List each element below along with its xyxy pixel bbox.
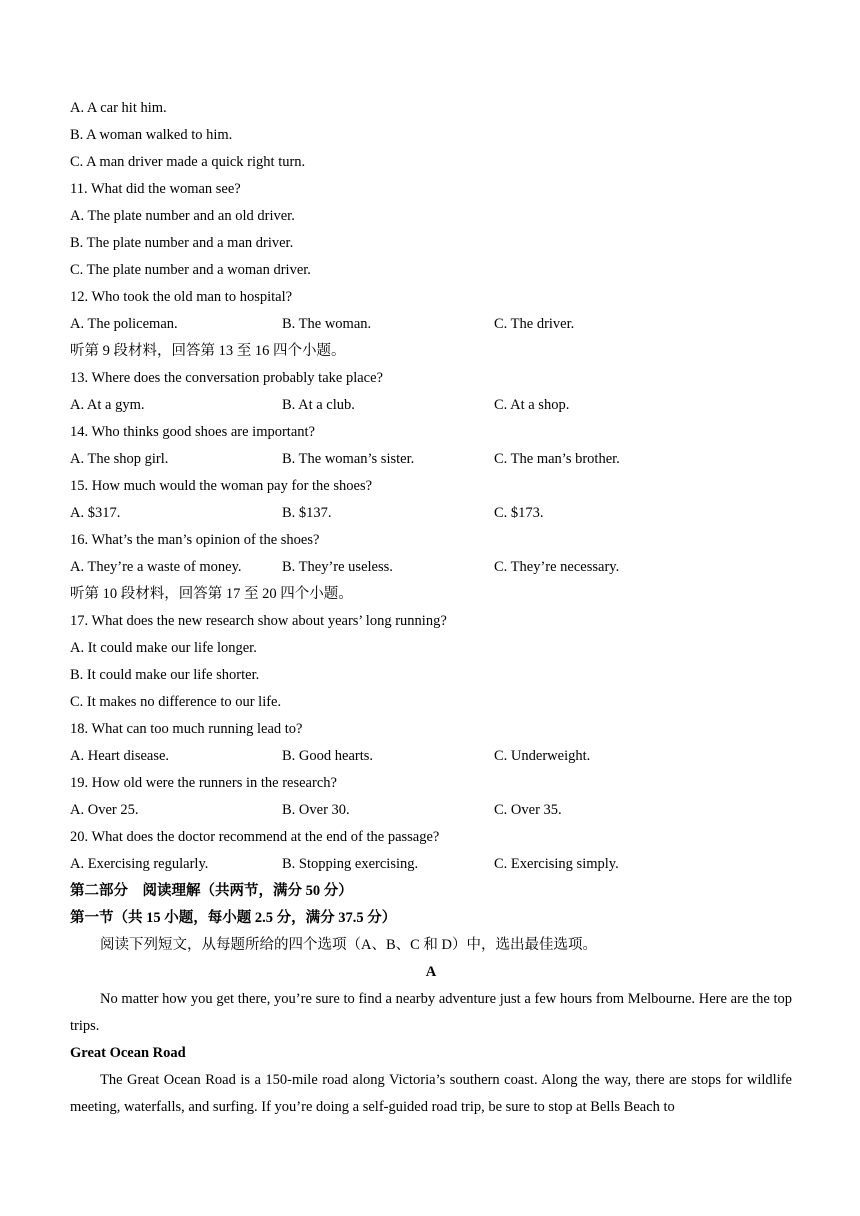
q10-option-a: A. A car hit him. <box>70 100 167 116</box>
passage-letter: A <box>425 964 437 980</box>
q13-option-c: C. At a shop. <box>494 397 570 413</box>
q10-option-b: B. A woman walked to him. <box>70 127 233 143</box>
q13-options <box>70 392 792 419</box>
q14-option-c: C. The man’s brother. <box>494 451 620 467</box>
great-ocean-road-text: The Great Ocean Road is a 150-mile road along Victoria’s southern coast. Along the way, there are stops for wildlife meeting, waterfalls, and surfing. If you’re doing a self-guided road trip, be sure to stop at Bells Beach to <box>70 1072 792 1115</box>
q20-option-c: C. Exercising simply. <box>494 856 619 872</box>
q15-question: 15. How much would the woman pay for the shoes? <box>70 478 373 494</box>
q18-option-a: A. Heart disease. <box>70 748 170 764</box>
q13-option-a: A. At a gym. <box>70 397 145 413</box>
q19-option-b: B. Over 30. <box>282 802 350 818</box>
q15-option-a: A. $317. <box>70 505 121 521</box>
q16-option-a: A. They’re a waste of money. <box>70 559 242 575</box>
q18-options <box>70 743 792 770</box>
q16-option-c: C. They’re necessary. <box>494 559 620 575</box>
q15-option-c: C. $173. <box>494 505 544 521</box>
part2-heading: 第二部分 阅读理解（共两节，满分 50 分） <box>70 883 353 899</box>
q12-option-c: C. The driver. <box>494 316 575 332</box>
q20-options <box>70 851 792 878</box>
q17-option-a: A. It could make our life longer. <box>70 640 257 656</box>
q20-option-a: A. Exercising regularly. <box>70 856 209 872</box>
q11-question: 11. What did the woman see? <box>70 181 241 197</box>
q12-option-b: B. The woman. <box>282 316 372 332</box>
q17-question: 17. What does the new research show about years’ long running? <box>70 613 447 629</box>
q17-option-c: C. It makes no difference to our life. <box>70 694 282 710</box>
q18-option-b: B. Good hearts. <box>282 748 374 764</box>
q14-option-b: B. The woman’s sister. <box>282 451 415 467</box>
q18-question: 18. What can too much running lead to? <box>70 721 303 737</box>
q20-question: 20. What does the doctor recommend at the end of the passage? <box>70 829 440 845</box>
q12-question: 12. Who took the old man to hospital? <box>70 289 293 305</box>
q18-option-c: C. Underweight. <box>494 748 591 764</box>
q12-option-a: A. The policeman. <box>70 316 178 332</box>
section9-intro: 听第 9 段材料，回答第 13 至 16 四个小题。 <box>70 343 346 359</box>
section10-intro: 听第 10 段材料，回答第 17 至 20 四个小题。 <box>70 586 353 602</box>
great-ocean-road-heading: Great Ocean Road <box>70 1045 186 1061</box>
q16-options <box>70 554 792 581</box>
q13-option-b: B. At a club. <box>282 397 355 413</box>
q20-option-b: B. Stopping exercising. <box>282 856 419 872</box>
q14-question: 14. Who thinks good shoes are important? <box>70 424 315 440</box>
q19-option-a: A. Over 25. <box>70 802 139 818</box>
q15-options <box>70 500 792 527</box>
q16-option-b: B. They’re useless. <box>282 559 393 575</box>
instructions: 阅读下列短文，从每题所给的四个选项（A、B、C 和 D）中，选出最佳选项。 <box>100 937 598 953</box>
exam-page <box>70 95 792 1121</box>
q11-option-a: A. The plate number and an old driver. <box>70 208 295 224</box>
q15-option-b: B. $137. <box>282 505 332 521</box>
q11-option-c: C. The plate number and a woman driver. <box>70 262 311 278</box>
q19-option-c: C. Over 35. <box>494 802 562 818</box>
q16-question: 16. What’s the man’s opinion of the shoes? <box>70 532 320 548</box>
q11-option-b: B. The plate number and a man driver. <box>70 235 294 251</box>
passage-intro: No matter how you get there, you’re sure to find a nearby adventure just a few hours from Melbourne. Here are the top trips. <box>70 991 792 1034</box>
section1-heading: 第一节（共 15 小题，每小题 2.5 分，满分 37.5 分） <box>70 910 397 926</box>
q17-option-b: B. It could make our life shorter. <box>70 667 260 683</box>
q10-option-c: C. A man driver made a quick right turn. <box>70 154 306 170</box>
q14-options <box>70 446 792 473</box>
q14-option-a: A. The shop girl. <box>70 451 169 467</box>
q13-question: 13. Where does the conversation probably take place? <box>70 370 383 386</box>
q19-options <box>70 797 792 824</box>
q19-question: 19. How old were the runners in the research? <box>70 775 337 791</box>
q12-options <box>70 311 792 338</box>
